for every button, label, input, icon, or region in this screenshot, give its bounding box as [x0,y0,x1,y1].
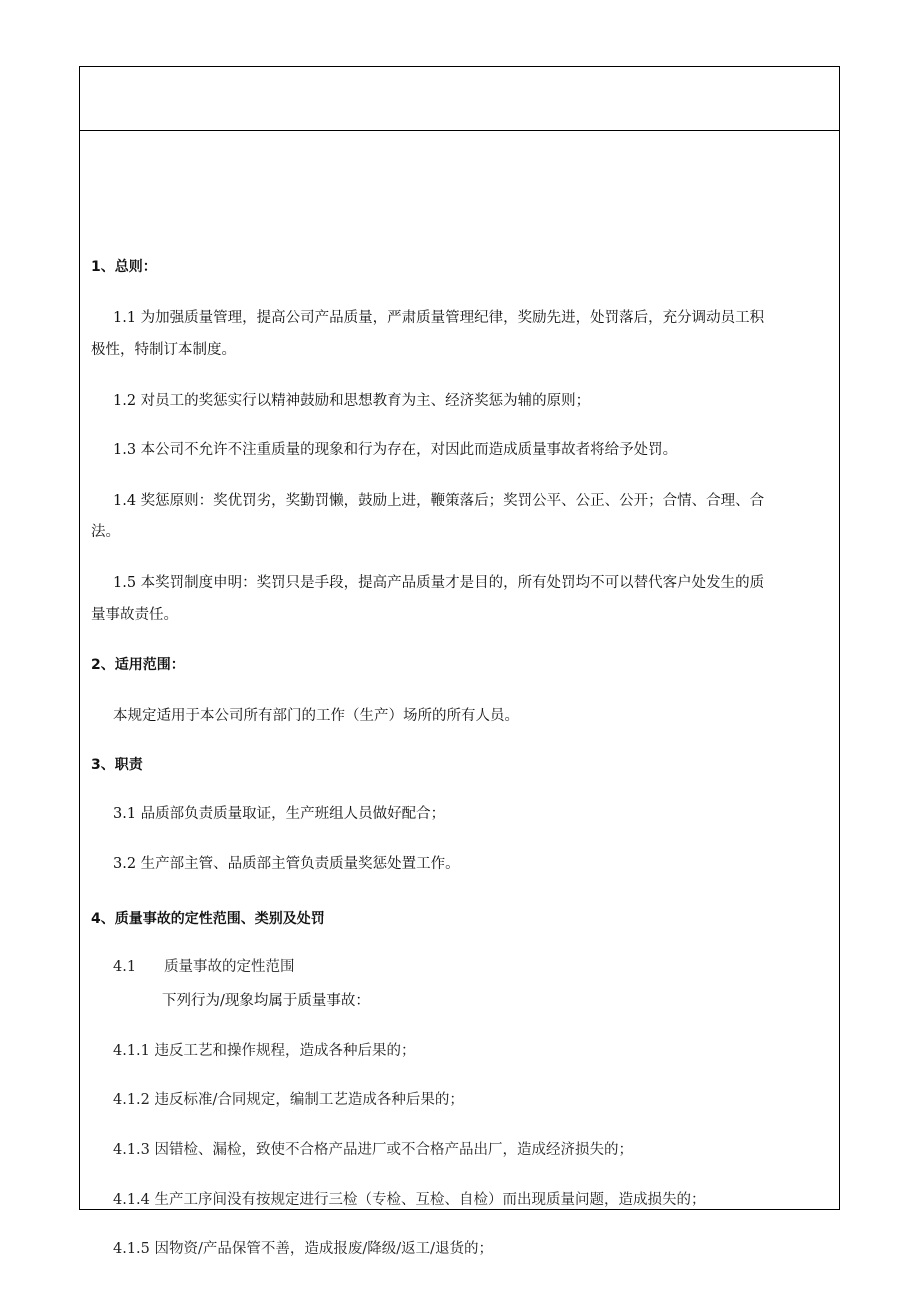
document-table [79,66,840,1257]
clause-1-5-line1: 1.5 本奖罚制度申明：奖罚只是手段，提高产品质量才是目的，所有处罚均不可以替代客户处发生的质 [113,575,765,591]
clause-1-3: 1.3 本公司不允许不注重质量的现象和行为存在，对因此而造成质量事故者将给予处罚。 [113,442,678,458]
clause-4-1-intro: 下列行为/现象均属于质量事故： [162,993,370,1009]
clause-1-4-line2: 法。 [91,524,120,540]
clause-4-1-4: 4.1.4 生产工序间没有按规定进行三检（专检、互检、自检）而出现质量问题，造成损失的； [113,1192,706,1208]
section-3-heading: 3、职责 [91,757,143,773]
clause-3-2: 3.2 生产部主管、品质部主管负责质量奖惩处置工作。 [113,856,460,872]
clause-4-1-1: 4.1.1 违反工艺和操作规程，造成各种后果的； [113,1043,416,1059]
clause-1-2: 1.2 对员工的奖惩实行以精神鼓励和思想教育为主、经济奖惩为辅的原则； [113,393,591,409]
clause-1-4-line1: 1.4 奖惩原则：奖优罚劣，奖勤罚懒，鼓励上进，鞭策落后；奖罚公平、公正、公开；合情、合理、合 [113,493,765,509]
clause-3-1: 3.1 品质部负责质量取证，生产班组人员做好配合； [113,806,446,822]
clause-4-1-title: 质量事故的定性范围 [164,959,295,975]
clause-1-5-line2: 量事故责任。 [91,607,178,623]
clause-1-1-line1: 1.1 为加强质量管理，提高公司产品质量，严肃质量管理纪律，奖励先进，处罚落后，充分调动员工积 [113,310,765,326]
clause-4-1-3: 4.1.3 因错检、漏检，致使不合格产品进厂或不合格产品出厂，造成经济损失的； [113,1142,634,1158]
section-1-heading: 1、总则： [91,259,157,275]
section-2-heading: 2、适用范围： [91,657,185,673]
clause-4-1 [113,957,295,977]
header-cell [80,67,839,131]
scope-text: 本规定适用于本公司所有部门的工作（生产）场所的所有人员。 [113,708,519,724]
clause-4-1-2: 4.1.2 违反标准/合同规定，编制工艺造成各种后果的； [113,1092,464,1108]
clause-4-1-5: 4.1.5 因物资/产品保管不善，造成报废/降级/返工/退货的； [113,1241,494,1257]
clause-4-1-number: 4.1 [113,959,137,975]
clause-1-1-line2: 极性，特制订本制度。 [91,342,236,358]
section-4-heading: 4、质量事故的定性范围、类别及处罚 [91,911,325,927]
content-cell [80,131,839,1257]
